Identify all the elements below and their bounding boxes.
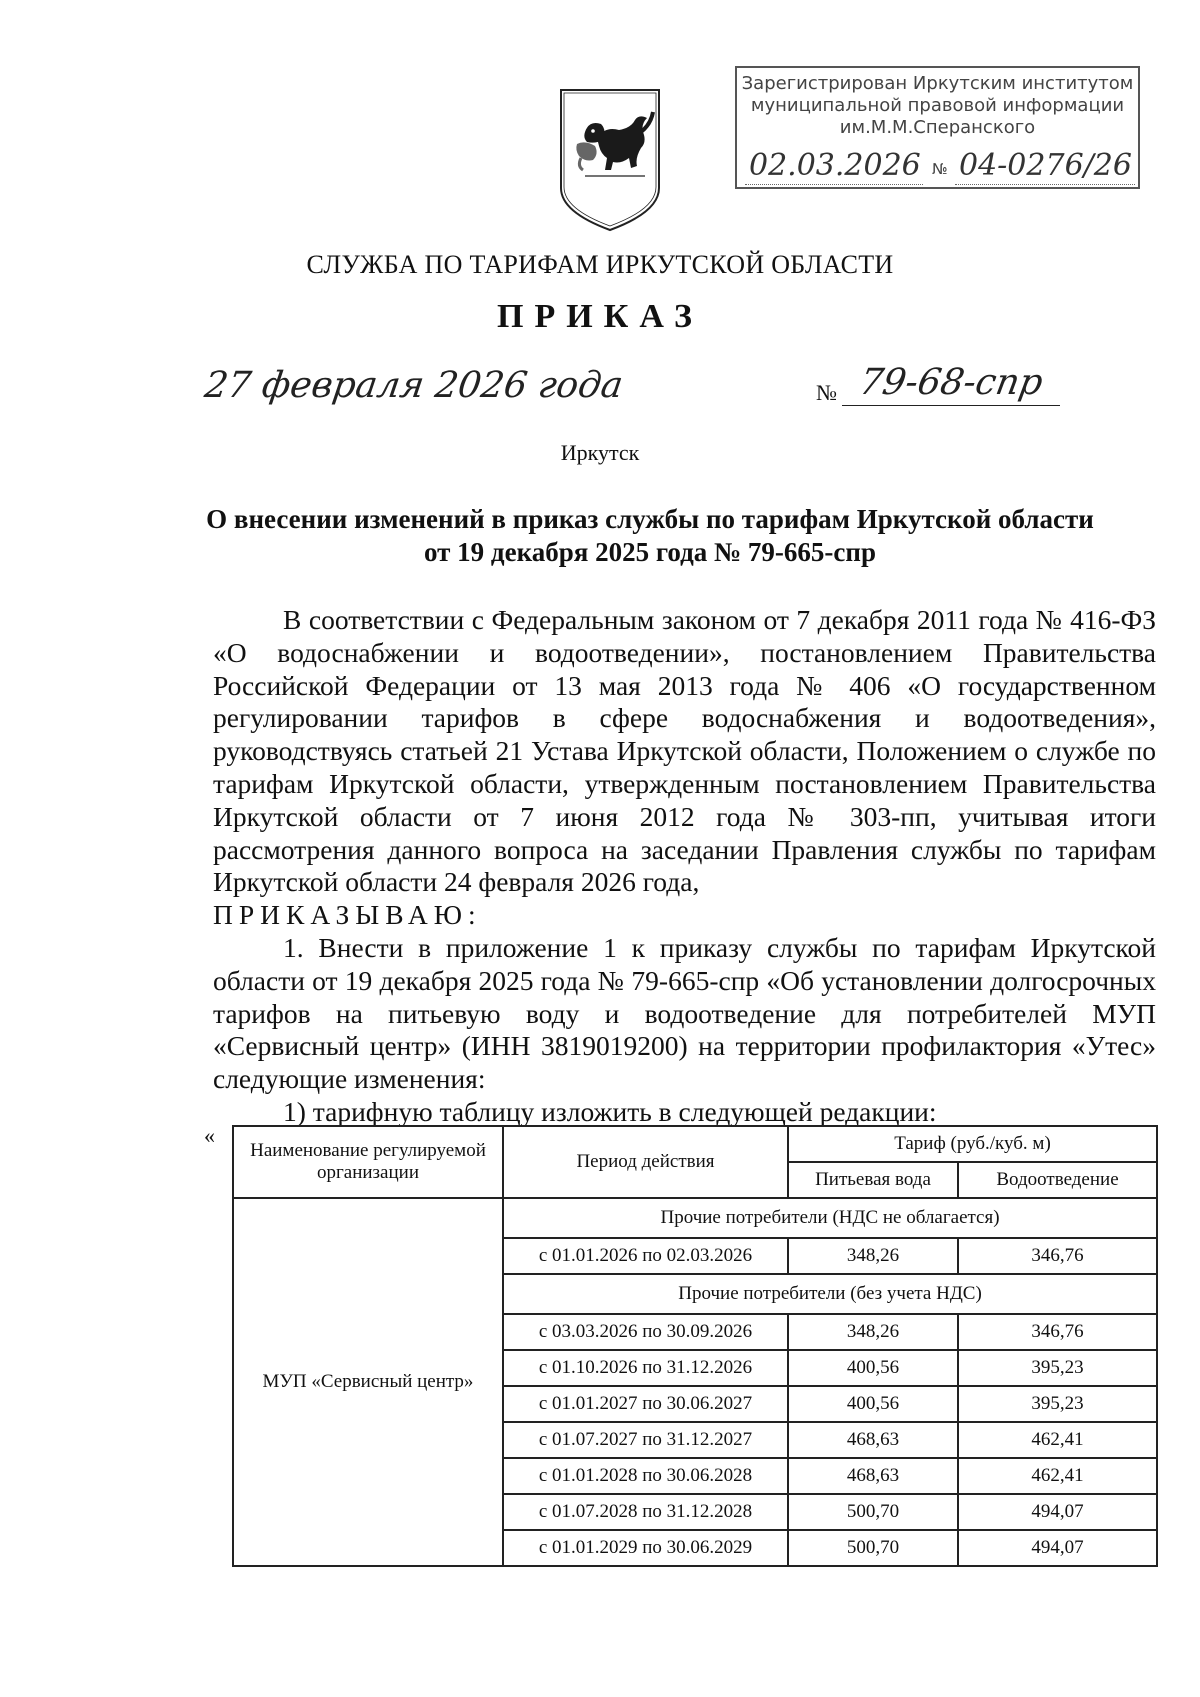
period-cell: с 01.01.2029 по 30.06.2029 bbox=[503, 1530, 788, 1566]
stamp-number-line bbox=[955, 184, 1135, 185]
period-cell: с 01.07.2027 по 31.12.2027 bbox=[503, 1422, 788, 1458]
preamble-paragraph: В соответствии с Федеральным законом от 7 декабря 2011 года № 416-ФЗ «О водоснабжении и водоотведении», постановлением Правительства Российской Федерации от 13 мая 2013 года № 406 «О государственном регулировании тарифов в сфере водоснабжения и водоотведения», руководствуясь статьей 21 Устава Иркутской области, Положением о службе по тарифам Иркутской области, утвержденным постановлением Правительства Иркутской области от 7 июня 2012 года № 303-пп, учитывая итоги рассмотрения данного вопроса на заседании Правления службы по тарифам Иркутской области 24 февраля 2026 года, bbox=[213, 604, 1156, 898]
header-sewage: Водоотведение bbox=[958, 1162, 1157, 1198]
period-cell: с 01.01.2026 по 02.03.2026 bbox=[503, 1238, 788, 1274]
registration-stamp bbox=[735, 66, 1140, 189]
category-row-1: Прочие потребители (НДС не облагается) bbox=[503, 1198, 1157, 1238]
header-water: Питьевая вода bbox=[788, 1162, 958, 1198]
organization-cell: МУП «Сервисный центр» bbox=[233, 1198, 503, 1566]
period-cell: с 01.07.2028 по 31.12.2028 bbox=[503, 1494, 788, 1530]
order-word: ПРИКАЗЫВАЮ: bbox=[213, 899, 482, 931]
item-1-1-paragraph: 1) тарифную таблицу изложить в следующей редакции: bbox=[283, 1095, 937, 1127]
order-date-handwritten: 27 февраля 2026 года bbox=[202, 365, 626, 406]
header-period: Период действия bbox=[503, 1126, 788, 1198]
period-cell: с 01.01.2027 по 30.06.2027 bbox=[503, 1386, 788, 1422]
period-cell: с 03.03.2026 по 30.09.2026 bbox=[503, 1314, 788, 1350]
stamp-line-3: им.М.М.Сперанского bbox=[839, 117, 1036, 138]
sewage-cell: 395,23 bbox=[958, 1386, 1157, 1422]
irkutsk-coat-of-arms-icon bbox=[555, 84, 665, 234]
order-number-label: № bbox=[816, 380, 837, 405]
document-title bbox=[150, 503, 1150, 569]
water-cell: 400,56 bbox=[788, 1386, 958, 1422]
sewage-cell: 494,07 bbox=[958, 1494, 1157, 1530]
coat-of-arms-emblem bbox=[555, 84, 665, 234]
category-row-2: Прочие потребители (без учета НДС) bbox=[503, 1274, 1157, 1314]
period-cell: с 01.01.2028 по 30.06.2028 bbox=[503, 1458, 788, 1494]
water-cell: 500,70 bbox=[788, 1530, 958, 1566]
sewage-cell: 494,07 bbox=[958, 1530, 1157, 1566]
water-cell: 468,63 bbox=[788, 1422, 958, 1458]
sewage-cell: 346,76 bbox=[958, 1314, 1157, 1350]
tariff-table bbox=[232, 1125, 1158, 1567]
stamp-number: 04-0276/26 bbox=[959, 148, 1132, 183]
period-cell: с 01.10.2026 по 31.12.2026 bbox=[503, 1350, 788, 1386]
sewage-cell: 462,41 bbox=[958, 1422, 1157, 1458]
water-cell: 500,70 bbox=[788, 1494, 958, 1530]
header-organization: Наименование регулируемой организации bbox=[233, 1126, 503, 1198]
title-line-2: от 19 декабря 2025 года № 79-665-спр bbox=[424, 537, 876, 567]
item-1-paragraph: 1. Внести в приложение 1 к приказу службы по тарифам Иркутской области от 19 декабря 2025 года № 79-665-спр «Об установлении долгосрочных тарифов на питьевую воду и водоотведение для потребителей МУП «Сервисный центр» (ИНН 3819019200) на территории профилактория «Утес» следующие изменения: bbox=[213, 931, 1156, 1095]
title-line-1: О внесении изменений в приказ службы по тарифам Иркутской области bbox=[206, 504, 1094, 534]
order-number-underline bbox=[842, 405, 1060, 406]
stamp-line-1: Зарегистрирован Иркутским институтом bbox=[741, 73, 1134, 94]
sewage-cell: 346,76 bbox=[958, 1238, 1157, 1274]
water-cell: 468,63 bbox=[788, 1458, 958, 1494]
order-number-handwritten: 79-68-спр bbox=[856, 362, 1046, 403]
sewage-cell: 395,23 bbox=[958, 1350, 1157, 1386]
stamp-line-2: муниципальной правовой информации bbox=[750, 95, 1125, 116]
stamp-date: 02.03.2026 bbox=[749, 148, 921, 183]
table-header-row bbox=[233, 1126, 1157, 1162]
opening-quote: « bbox=[204, 1123, 215, 1148]
water-cell: 348,26 bbox=[788, 1238, 958, 1274]
water-cell: 400,56 bbox=[788, 1350, 958, 1386]
document-body bbox=[213, 604, 1156, 1129]
stamp-date-line bbox=[745, 184, 923, 185]
stamp-number-label: № bbox=[932, 160, 948, 178]
water-cell: 348,26 bbox=[788, 1314, 958, 1350]
document-type: ПРИКАЗ bbox=[497, 298, 703, 335]
agency-name: СЛУЖБА ПО ТАРИФАМ ИРКУТСКОЙ ОБЛАСТИ bbox=[306, 250, 894, 279]
table-row bbox=[233, 1198, 1157, 1238]
header-tariff: Тариф (руб./куб. м) bbox=[788, 1126, 1157, 1162]
sewage-cell: 462,41 bbox=[958, 1458, 1157, 1494]
city: Иркутск bbox=[560, 440, 640, 465]
